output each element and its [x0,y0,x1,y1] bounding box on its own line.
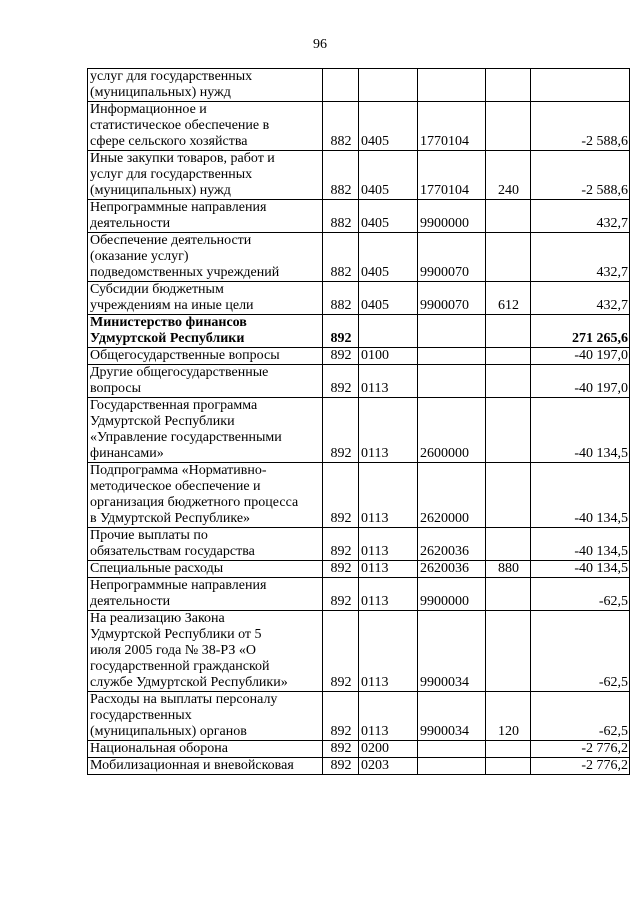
ministry-code: 892 [323,528,359,561]
row-name [88,463,323,528]
row-name [88,102,323,151]
row-name-line: Другие общегосударственные [90,365,269,380]
row-name [88,741,323,758]
amount: 271 265,6 [531,315,630,348]
target-article-code: 9900000 [418,578,486,611]
amount: -62,5 [531,611,630,692]
ministry-code: 882 [323,200,359,233]
target-article-code: 9900070 [418,282,486,315]
ministry-code: 892 [323,758,359,775]
row-name [88,151,323,200]
row-name-line: Государственная программа [90,398,258,413]
ministry-code: 892 [323,741,359,758]
row-name-line: деятельности [90,216,171,231]
table-row [88,200,630,233]
row-name [88,282,323,315]
ministry-code: 892 [323,315,359,348]
section-code: 0100 [359,348,418,365]
row-name-line: «Управление государственными [90,430,282,445]
target-article-code [418,69,486,102]
target-article-code [418,348,486,365]
table-row [88,348,630,365]
ministry-code: 882 [323,102,359,151]
row-name-line: услуг для государственных [90,167,253,182]
section-code: 0113 [359,578,418,611]
expense-type-code [486,463,531,528]
expense-type-code [486,102,531,151]
table-row [88,463,630,528]
section-code: 0113 [359,528,418,561]
target-article-code [418,315,486,348]
row-name-line: (муниципальных) органов [90,724,247,739]
table-row [88,102,630,151]
page-number: 96 [313,37,327,52]
table-row [88,69,630,102]
expense-type-code [486,200,531,233]
row-name-line: Непрограммные направления [90,578,267,593]
target-article-code [418,741,486,758]
row-name [88,398,323,463]
table-row [88,611,630,692]
row-name-line: обязательствам государства [90,544,255,559]
row-name-line: финансами» [90,446,164,461]
row-name [88,528,323,561]
row-name-line: службе Удмуртской Республики» [90,675,288,690]
table-row [88,398,630,463]
row-name-line: (оказание услуг) [90,249,189,264]
ministry-code: 882 [323,233,359,282]
row-name-line: Непрограммные направления [90,200,267,215]
row-name-line: деятельности [90,594,171,609]
section-code: 0405 [359,151,418,200]
row-name [88,578,323,611]
amount: -2 588,6 [531,151,630,200]
row-name-line: Общегосударственные вопросы [90,348,280,363]
section-code: 0113 [359,398,418,463]
row-name [88,233,323,282]
expense-type-code [486,741,531,758]
ministry-code: 892 [323,611,359,692]
section-code: 0113 [359,561,418,578]
row-name-line: методическое обеспечение и [90,479,261,494]
section-code: 0405 [359,200,418,233]
table-row [88,315,630,348]
table-row [88,692,630,741]
ministry-code: 892 [323,463,359,528]
row-name-line: услуг для государственных [90,69,253,84]
target-article-code: 2620000 [418,463,486,528]
target-article-code [418,365,486,398]
section-code: 0405 [359,233,418,282]
expense-type-code [486,578,531,611]
row-name-line: Подпрограмма «Нормативно- [90,463,267,478]
expense-type-code [486,348,531,365]
table-row [88,741,630,758]
amount: -2 588,6 [531,102,630,151]
row-name [88,561,323,578]
row-name-line: вопросы [90,381,141,396]
row-name [88,200,323,233]
amount: -62,5 [531,692,630,741]
section-code [359,315,418,348]
table-row [88,561,630,578]
row-name-line: организация бюджетного процесса [90,495,299,510]
target-article-code: 9900000 [418,200,486,233]
expense-type-code [486,398,531,463]
amount: 432,7 [531,233,630,282]
amount: -40 134,5 [531,561,630,578]
ministry-code: 892 [323,561,359,578]
amount: -40 134,5 [531,398,630,463]
row-name [88,315,323,348]
row-name-line: статистическое обеспечение в [90,118,270,133]
expense-type-code [486,611,531,692]
amount: -2 776,2 [531,741,630,758]
target-article-code: 9900070 [418,233,486,282]
amount: -40 197,0 [531,348,630,365]
expense-type-code: 880 [486,561,531,578]
expense-type-code [486,365,531,398]
ministry-code: 892 [323,398,359,463]
table-row [88,282,630,315]
table-row [88,233,630,282]
row-name-line: Расходы на выплаты персоналу [90,692,278,707]
expense-type-code [486,69,531,102]
expense-type-code: 612 [486,282,531,315]
ministry-code: 892 [323,365,359,398]
section-code: 0405 [359,282,418,315]
amount [531,69,630,102]
table-row [88,365,630,398]
amount: 432,7 [531,200,630,233]
target-article-code: 2600000 [418,398,486,463]
table-row [88,578,630,611]
target-article-code: 2620036 [418,561,486,578]
table-row [88,528,630,561]
section-code: 0113 [359,692,418,741]
budget-table [87,68,630,775]
amount: -40 134,5 [531,528,630,561]
row-name-line: Специальные расходы [90,561,224,576]
row-name [88,348,323,365]
row-name-line: (муниципальных) нужд [90,183,231,198]
row-name-line: в Удмуртской Республике» [90,511,251,526]
amount: -40 134,5 [531,463,630,528]
row-name-line: Удмуртской Республики от 5 [90,627,262,642]
target-article-code: 2620036 [418,528,486,561]
row-name-line: Мобилизационная и вневойсковая [90,758,294,773]
row-name-line: Прочие выплаты по [90,528,208,543]
expense-type-code [486,758,531,775]
target-article-code: 1770104 [418,151,486,200]
section-code: 0200 [359,741,418,758]
expense-type-code [486,528,531,561]
expense-type-code [486,233,531,282]
row-name-line: Обеспечение деятельности [90,233,252,248]
row-name-line: Удмуртской Республики [90,414,235,429]
row-name-line: Национальная оборона [90,741,228,756]
row-name-line: Министерство финансов [90,315,247,330]
section-code: 0203 [359,758,418,775]
ministry-code: 892 [323,348,359,365]
expense-type-code [486,315,531,348]
row-name-line: сфере сельского хозяйства [90,134,248,149]
target-article-code: 9900034 [418,692,486,741]
row-name [88,365,323,398]
ministry-code: 882 [323,282,359,315]
section-code [359,69,418,102]
row-name-line: Иные закупки товаров, работ и [90,151,275,166]
amount: -40 197,0 [531,365,630,398]
row-name [88,611,323,692]
row-name [88,758,323,775]
section-code: 0113 [359,611,418,692]
row-name-line: Субсидии бюджетным [90,282,224,297]
ministry-code [323,69,359,102]
expense-type-code: 240 [486,151,531,200]
table-row [88,758,630,775]
target-article-code: 9900034 [418,611,486,692]
row-name-line: Информационное и [90,102,207,117]
ministry-code: 892 [323,578,359,611]
amount: 432,7 [531,282,630,315]
ministry-code: 882 [323,151,359,200]
row-name-line: На реализацию Закона [90,611,225,626]
row-name [88,692,323,741]
section-code: 0113 [359,365,418,398]
expense-type-code: 120 [486,692,531,741]
ministry-code: 892 [323,692,359,741]
section-code: 0113 [359,463,418,528]
row-name-line: государственных [90,708,192,723]
row-name-line: Удмуртской Республики [90,331,245,346]
target-article-code [418,758,486,775]
row-name-line: учреждениям на иные цели [90,298,254,313]
row-name [88,69,323,102]
amount: -62,5 [531,578,630,611]
row-name-line: июля 2005 года № 38-РЗ «О [90,643,256,658]
section-code: 0405 [359,102,418,151]
row-name-line: (муниципальных) нужд [90,85,231,100]
table-row [88,151,630,200]
budget-table-body [88,69,630,775]
row-name-line: государственной гражданской [90,659,270,674]
amount: -2 776,2 [531,758,630,775]
row-name-line: подведомственных учреждений [90,265,280,280]
target-article-code: 1770104 [418,102,486,151]
